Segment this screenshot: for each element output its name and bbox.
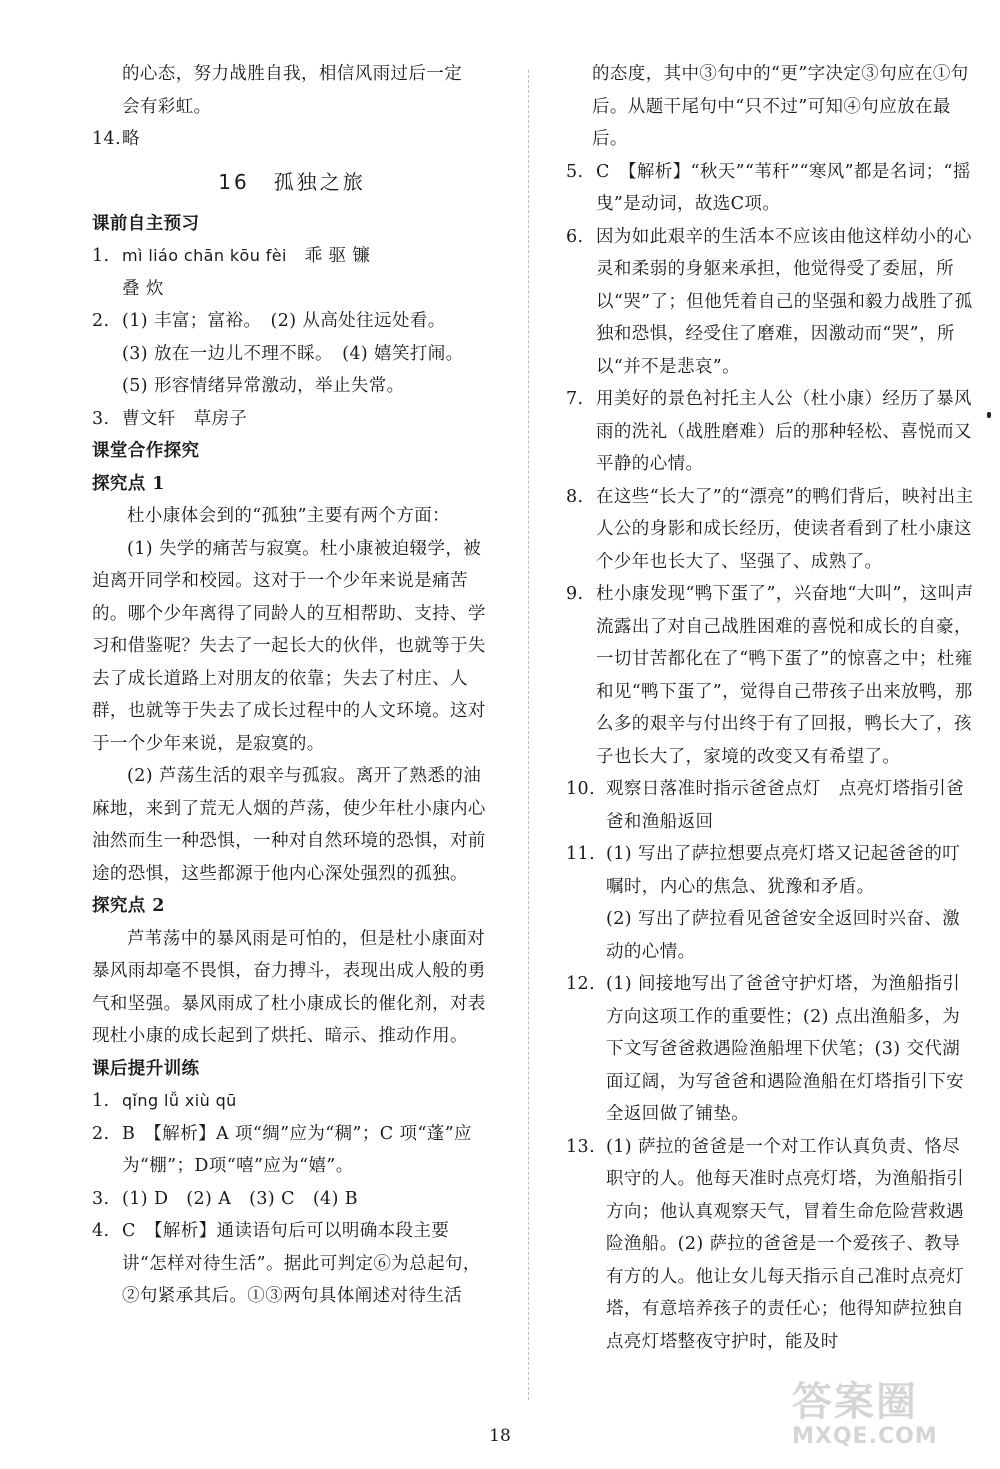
topic-heading: 探究点 2 [92, 896, 165, 916]
answer-item [92, 1183, 492, 1216]
topic-heading: 探究点 1 [92, 473, 165, 494]
continued-text: 会有彩虹。 [122, 96, 212, 117]
answer-number: 8. [566, 486, 584, 507]
character-answers: 叠 炊 [122, 278, 164, 299]
answer-number: 9. [566, 584, 584, 604]
answer-number: 1. [92, 1091, 110, 1111]
answer-number: 3. [92, 1188, 110, 1209]
answer-item [92, 1085, 492, 1118]
edge-mark [987, 412, 991, 418]
answer-number: 1. [92, 246, 110, 266]
answer-text: (1) 丰富；富裕。 (2) 从高处往远处看。 [122, 311, 446, 331]
answer-number: 2. [92, 311, 110, 331]
watermark-text: 答案圈 [792, 1379, 918, 1425]
answer-item [566, 773, 974, 838]
lesson-name: 孤独之旅 [273, 169, 366, 194]
answer-item [92, 1118, 492, 1183]
watermark-url: MXQE.COM [792, 1424, 938, 1449]
answer-text: (1) D (2) A (3) C (4) B [122, 1188, 359, 1209]
pinyin-answers: qǐng lǚ xiù qū [122, 1091, 237, 1110]
section-heading: 课堂合作探究 [92, 441, 200, 461]
section-heading: 课前自主预习 [92, 213, 200, 234]
section-heading: 课后提升训练 [92, 1058, 200, 1079]
answer-item [92, 1215, 492, 1313]
answer-text [122, 240, 492, 273]
watermark-logo [792, 1379, 982, 1457]
answer-item [92, 123, 492, 156]
answer-text: 曹文轩 草房子 [122, 408, 248, 429]
column-divider [528, 70, 529, 1400]
answer-text: B 【解析】A 项“绸”应为“稠”；C 项“蓬”应为“棚”；D项“嘻”应为“嬉”。 [122, 1123, 472, 1176]
answer-text: 用美好的景色衬托主人公（杜小康）经历了暴风雨的洗礼（战胜磨难）后的那种轻松、喜悦而又平静的心情。 [596, 389, 972, 474]
answer-number: 10. [566, 779, 596, 799]
answer-subpart: (2) 写出了萨拉看见爸爸安全返回时兴奋、激动的心情。 [606, 909, 961, 962]
right-column [566, 58, 974, 1358]
answer-text [606, 838, 974, 968]
answer-number: 5. [566, 161, 584, 182]
answer-text: 观察日落准时指示爸爸点灯 点亮灯塔指引爸爸和渔船返回 [606, 779, 964, 832]
left-column [92, 58, 492, 1313]
answer-item [566, 1131, 974, 1359]
answer-text: (1) 间接地写出了爸爸守护灯塔，为渔船指引方向这项工作的重要性；(2) 点出渔船多，为下文写爸爸救遇险渔船埋下伏笔；(3) 交代湖面辽阔，为写爸爸和遇险渔船在灯塔指引下安全返回做了铺垫。 [606, 974, 964, 1124]
answer-item [566, 156, 974, 221]
answer-text: 因为如此艰辛的生活本不应该由他这样幼小的心灵和柔弱的身躯来承担，他觉得受了委屈，所以“哭”了；但他凭着自己的坚强和毅力战胜了孤独和恐惧，经受住了磨难，因激动而“哭”，所以“并不是悲哀”。 [596, 226, 973, 377]
answer-text: (5) 形容情绪异常激动，举止失常。 [122, 376, 405, 396]
answer-item [92, 403, 492, 436]
continued-text: 的态度，其中③句中的“更”字决定③句应在①句后。从题干尾句中“只不过”可知④句应放在最后。 [592, 64, 969, 149]
answer-number: 4. [92, 1221, 110, 1241]
answer-number: 3. [92, 408, 110, 429]
paragraph: (2) 芦荡生活的艰辛与孤寂。离开了熟悉的油麻地，来到了荒无人烟的芦荡，使少年杜小康内心油然而生一种恐惧，一种对自然环境的恐惧，对前途的恐惧，这些都源于他内心深处强烈的孤独。 [92, 766, 486, 884]
page-number: 18 [489, 1426, 511, 1446]
answer-item [92, 305, 492, 338]
answer-number: 13. [566, 1136, 596, 1157]
paragraph: (1) 失学的痛苦与寂寞。杜小康被迫辍学，被迫离开同学和校园。这对于一个少年来说是痛苦的。哪个少年离得了同龄人的互相帮助、支持、学习和借鉴呢？失去了一起长大的伙伴，也就等于失去了成长道路上对朋友的依靠；失去了村庄、人群，也就等于失去了成长过程中的人文环境。这对于一个少年来说，是寂寞的。 [92, 538, 486, 754]
answer-text: 杜小康发现“鸭下蛋了”，兴奋地“大叫”，这叫声流露出了对自己战胜困难的喜悦和成长的自豪，一切甘苦都化在了“鸭下蛋了”的惊喜之中；杜雍和见“鸭下蛋了”，觉得自己带孩子出来放鸭，那么多的艰辛与付出终于有了回报，鸭长大了，孩子也长大了，家境的改变又有希望了。 [596, 584, 974, 767]
answer-subpart: (1) 写出了萨拉想要点亮灯塔又记起爸爸的叮嘱时，内心的焦急、犹豫和矛盾。 [606, 844, 961, 897]
paragraph: 杜小康体会到的“孤独”主要有两个方面： [127, 506, 450, 526]
answer-text: (3) 放在一边儿不理不睬。 (4) 嬉笑打闹。 [122, 343, 464, 364]
character-answers: 乖 驱 镰 [304, 246, 371, 266]
answer-number: 2. [92, 1123, 110, 1144]
answer-number: 6. [566, 226, 584, 247]
answer-text: C 【解析】通读语句后可以明确本段主要讲“怎样对待生活”。据此可判定⑥为总起句，②句紧承其后。①③两句具体阐述对待生活 [122, 1221, 481, 1306]
lesson-title [92, 156, 492, 208]
answer-text: 在这些“长大了”的“漂亮”的鸭们背后，映衬出主人公的身影和成长经历，使读者看到了杜小康这个少年也长大了、坚强了、成熟了。 [596, 486, 974, 572]
pinyin-answers: mì liáo chān kōu fèi [122, 246, 287, 265]
answer-number: 14. [92, 129, 122, 149]
answer-text: C 【解析】“秋天”“苇秆”“寒风”都是名词；“摇曳”是动词，故选C项。 [596, 161, 971, 214]
answer-item [566, 578, 974, 773]
answer-text: (1) 萨拉的爸爸是一个对工作认真负责、恪尽职守的人。他每天准时点亮灯塔，为渔船指引方向；他认真观察天气，冒着生命危险营救遇险渔船。(2) 萨拉的爸爸是一个爱孩子、教导有方的人。他让女儿每天指示自己准时点亮灯塔，有意培养孩子的责任心；他得知萨拉独自点亮灯塔整夜守护时，能及时 [606, 1136, 964, 1352]
answer-number: 12. [566, 974, 596, 994]
answer-item [566, 383, 974, 481]
answer-text: 略 [122, 129, 140, 149]
answer-item [566, 968, 974, 1131]
answer-number: 7. [566, 389, 584, 409]
paragraph: 芦苇荡中的暴风雨是可怕的，但是杜小康面对暴风雨却毫不畏惧，奋力搏斗，表现出成人般的勇气和坚强。暴风雨成了杜小康成长的催化剂，对表现杜小康的成长起到了烘托、暗示、推动作用。 [92, 928, 486, 1046]
answer-item [566, 221, 974, 384]
answer-number: 11. [566, 844, 596, 864]
lesson-number: 16 [218, 169, 250, 194]
answer-item [566, 838, 974, 968]
answer-item [92, 240, 492, 273]
answer-item [566, 481, 974, 579]
continued-text: 的心态，努力战胜自我，相信风雨过后一定 [122, 64, 463, 84]
